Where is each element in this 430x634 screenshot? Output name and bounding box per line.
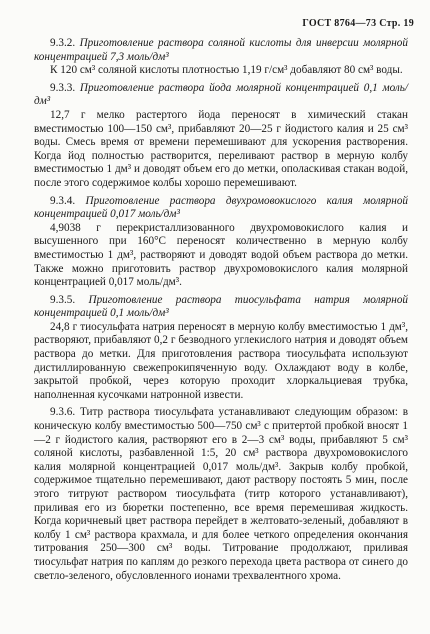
section-heading bbox=[34, 294, 408, 321]
section-9-3-3 bbox=[34, 82, 408, 191]
section-number: 9.3.2. bbox=[50, 37, 76, 49]
section-title: Приготовление раствора соляной кислоты для инверсии молярной концентрацией 7,3 моль/дм³ bbox=[34, 37, 408, 63]
section-paragraph: 12,7 г мелко растертого йода переносят в химический стакан вместимостью 100—150 см³, прибавляют 20—25 г йодистого калия и 25 см³ воды. Смесь время от времени перемешивают для ускорения растворения. Когда йод полностью растворится, переливают раствор в мерную колбу вместимостью 1 дм³ и доводят объем его до метки, ополаскивая стакан водой, после этого содержимое колбы хорошо перемешивают. bbox=[34, 108, 408, 189]
section-heading bbox=[34, 37, 408, 64]
section-heading bbox=[34, 82, 408, 109]
section-9-3-6 bbox=[34, 406, 408, 583]
section-number: 9.3.3. bbox=[50, 81, 76, 94]
section-number: 9.3.4. bbox=[50, 194, 76, 207]
section-paragraph: К 120 см³ соляной кислоты плотностью 1,19 г/см³ добавляют 80 см³ воды. bbox=[50, 64, 403, 77]
section-paragraph: 9.3.6. Титр раствора тиосульфата устанавливают следующим образом: в коническую колбу вместимостью 500—750 см³ с притертой пробкой вносят 1—2 г йодистого калия, растворяют его в 2—3 см³ воды, прибавляют 5 см³ соляной кислоты, разбавленной 1:5, 20 см³ раствора двухромовокислого калия молярной концентрацией 0,017 моль/дм³. Закрыв колбу пробкой, содержимое тщательно перемешивают, дают раствору постоять 5 мин, после этого титруют раствором тиосульфата (титр которого устанавливают), приливая его из бюретки постепенно, все время перемешивая жидкость. Когда коричневый цвет раствора перейдет в желтовато-зеленый, добавляют в колбу 1 см³ раствора крахмала, и для более четкого определения окончания титрования 250—300 см³ воды. Титрование продолжают, приливая тиосульфат натрия по каплям до резкого перехода цвета раствора от синего до светло-зеленого, обусловленного ионами трехвалентного хрома. bbox=[34, 406, 408, 582]
section-paragraph: 24,8 г тиосульфата натрия переносят в мерную колбу вместимостью 1 дм³, растворяют, прибавляют 0,2 г безводного углекислого натрия и доводят объем раствора до метки. Для приготовления раствора тиосульфата используют дистиллированную свежепрокипяченную воду. Охлаждают воду в колбе, закрытой пробкой, через которую проходит хлоркальциевая трубка, наполненная кусочками натронной извести. bbox=[34, 320, 408, 401]
section-9-3-5 bbox=[34, 294, 408, 403]
section-9-3-2 bbox=[34, 37, 408, 78]
section-number: 9.3.5. bbox=[50, 293, 76, 306]
section-title: Приготовление раствора тиосульфата натрия молярной концентрацией 0,1 моль/дм³ bbox=[34, 293, 409, 320]
section-paragraph: 4,9038 г перекристаллизованного двухромовокислого калия и высушенного при 160°С переносят количественно в мерную колбу вместимостью 1 дм³, растворяют и доводят водой объем раствора до метки. Также можно приготовить раствор двухромовокислого калия молярной концентрацией 0,017 моль/дм³. bbox=[34, 221, 408, 289]
page-header: ГОСТ 8764—73 Стр. 19 bbox=[302, 18, 414, 29]
section-title: Приготовление раствора йода молярной концентрацией 0,1 моль/дм³ bbox=[34, 81, 408, 108]
section-9-3-4 bbox=[34, 195, 408, 290]
section-heading bbox=[34, 195, 408, 222]
section-title: Приготовление раствора двухромовокислого калия молярной концентрацией 0,017 моль/дм³ bbox=[34, 194, 409, 221]
